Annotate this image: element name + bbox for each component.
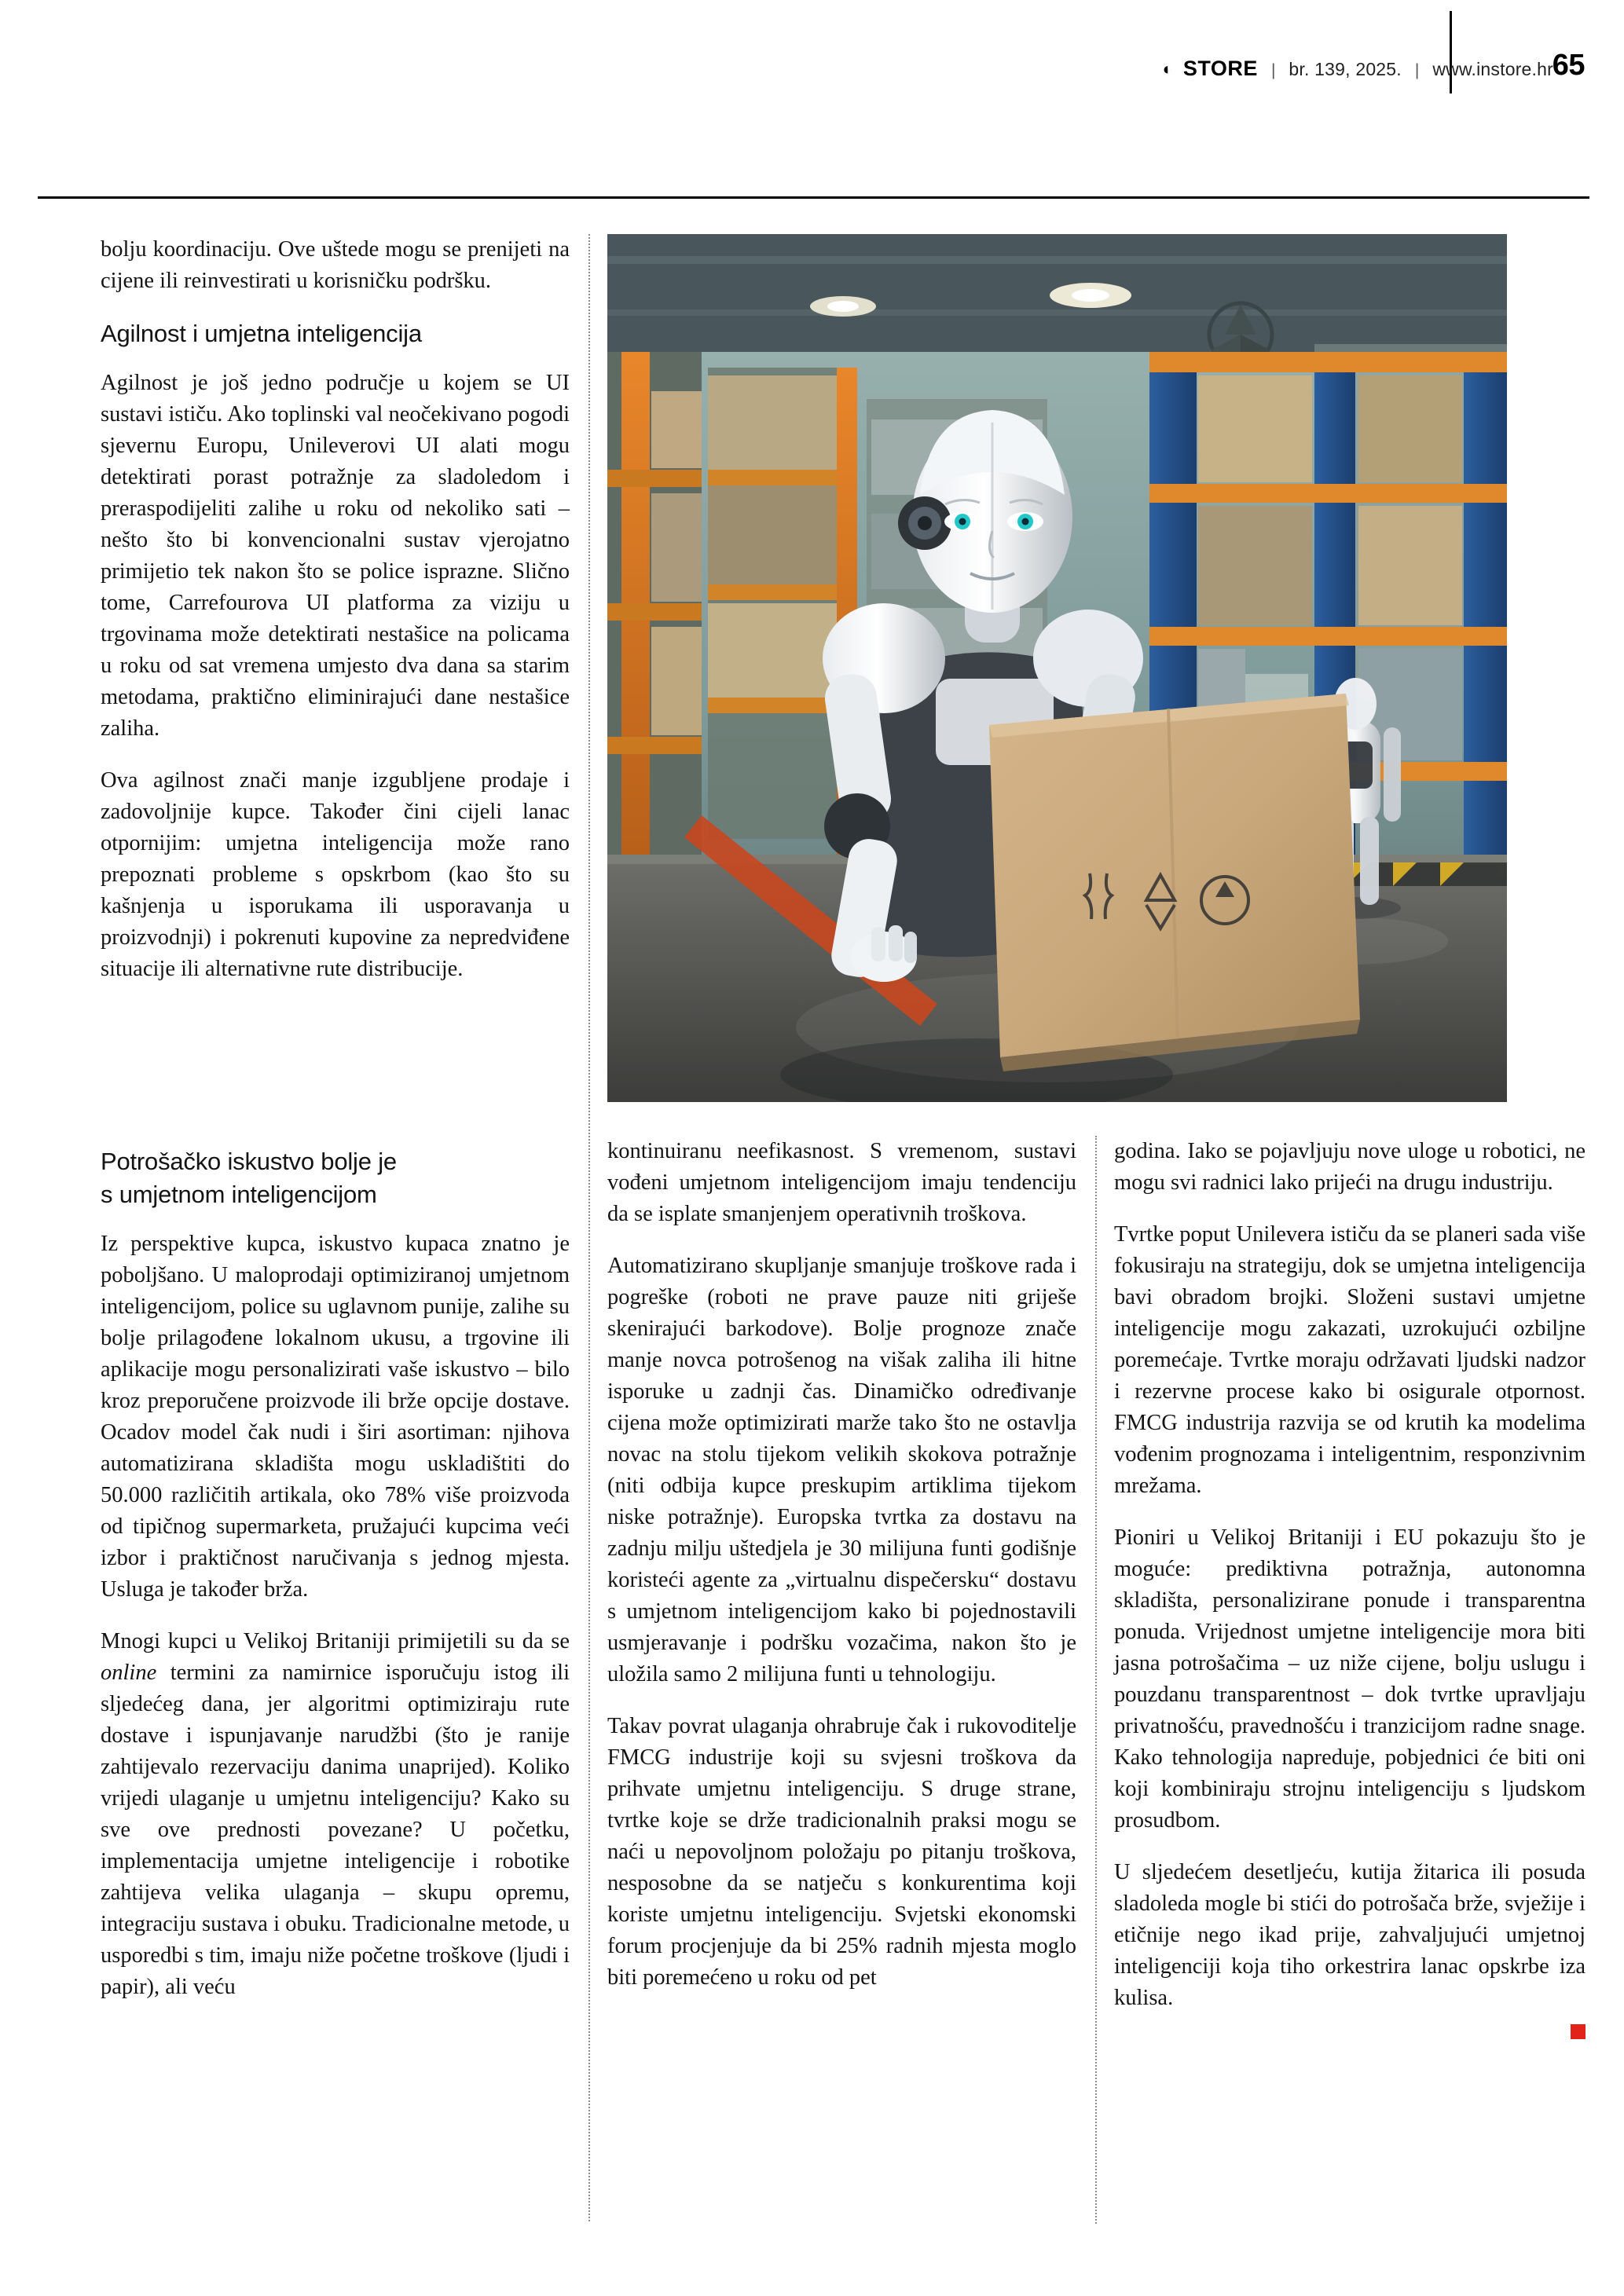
page-number: 65	[1552, 49, 1585, 82]
paragraph: Pioniri u Velikoj Britaniji i EU pokazuju što je moguće: prediktivna potražnja, autonomna skladišta, personalizirane ponude i transparentna ponuda. Vrijednost umjetne inteligencije mora biti jasna potrošačima – uz niže cijene, bolju uslugu i pouzdanu transparentnost – dok tvrtke upravljaju privatnošću, pravednošću i tranzicijom radne snage. Kako tehnologija napreduje, pobjednici će biti oni koji kombiniraju strojnu inteligenciju s ljudskom prosudbom.	[1114, 1525, 1586, 1833]
header-vertical-rule	[1450, 11, 1452, 93]
warehouse-robot-illustration	[607, 234, 1507, 1102]
section-heading-consumer-experience	[101, 1145, 570, 1211]
column-3	[1114, 1136, 1586, 2034]
paragraph	[101, 1626, 570, 2003]
store-logo-icon: ◐	[1162, 59, 1172, 79]
paragraph-segment: termini za namirnice isporučuju istog ili sljedećeg dana, jer algoritmi optimiziraju rute dostave i ispunjavanje narudžbi (što je ranije zahtijevalo rezervaciju danima unaprijed). Koliko vrijedi ulaganje u umjetnu inteligenciju? Kako su sve ove prednosti povezane? U početku, implementacija umjetne inteligencije i robotike zahtijeva velika ulaganja – skupu opremu, integraciju sustava i obuku. Tradicionalne metode, u usporedbi s tim, imaju niže početne troškove (ljudi i papir), ali veću	[101, 1661, 570, 1999]
header-horizontal-rule	[38, 196, 1589, 199]
end-of-article-marker	[1571, 2024, 1586, 2039]
column-2	[607, 1136, 1076, 1994]
paragraph: U sljedećem desetljeću, kutija žitarica ili posuda sladoleda mogle bi stići do potrošača brže, svježije i etičnije nego ikad prije, zahvaljujući umjetnoj inteligenciji koja tiho orkestrira lanac opskrbe iza kulisa.	[1114, 1860, 1586, 2010]
section-heading-agility: Agilnost i umjetna inteligencija	[101, 320, 422, 347]
brand-name: STORE	[1182, 57, 1258, 80]
header-separator-1: |	[1270, 61, 1276, 79]
article-photo	[607, 234, 1507, 1102]
website-label: www.instore.hr	[1432, 59, 1553, 79]
paragraph: Tvrtke poput Unilevera ističu da se planeri sada više fokusiraju na strategiju, dok se umjetna inteligencija bavi obradom brojki. Složeni sustavi umjetne inteligencije mogu zakazati, uzrokujući ozbiljne poremećaje. Tvrtke moraju održavati ljudski nadzor i rezervne procese kako bi osigurale otpornost. FMCG industrija razvija se od krutih ka modelima vođenim prognozama i inteligentnim, responzivnim mrežama.	[1114, 1222, 1586, 1498]
paragraph: Iz perspektive kupca, iskustvo kupaca znatno je poboljšano. U maloprodaji optimiziranoj umjetnom inteligencijom, police su uglavnom punije, zalihe su bolje prilagođene lokalnom ukusu, a trgovine ili aplikacije mogu personalizirati vaše iskustvo – bilo kroz preporučene proizvode ili brže opcije dostave. Ocadov model čak nudi i širi asortiman: njihova automatizirana skladišta mogu uskladištiti do 50.000 različitih artikala, oko 78% više proizvoda od tipičnog supermarketa, pružajući kupcima veći izbor i praktičnost naručivanja s jednog mjesta. Usluga je također brža.	[101, 1232, 570, 1602]
paragraph: godina. Iako se pojavljuju nove uloge u robotici, ne mogu svi radnici lako prijeći na drugu industriju.	[1114, 1139, 1586, 1195]
paragraph-segment: Mnogi kupci u Velikoj Britaniji primijetili su da se	[101, 1629, 570, 1653]
paragraph: Takav povrat ulaganja ohrabruje čak i rukovoditelje FMCG industrije koji su svjesni troškova da prihvate umjetnu inteligenciju. S druge strane, tvrtke koje se drže tradicionalnih praksi mogu se naći u nepovoljnom položaju po pitanju troškova, nesposobne da se natječu s konkurentima koji koriste umjetnu inteligenciju. Svjetski ekonomski forum procjenjuje da bi 25% radnih mjesta moglo biti poremećeno u roku od pet	[607, 1714, 1076, 1990]
paragraph: Ova agilnost znači manje izgubljene prodaje i zadovoljnije kupce. Također čini cijeli lanac otpornijim: umjetna inteligencija može rano prepoznati probleme s opskrbom (kao što su kašnjenja u isporukama ili usporavanja u proizvodnji) i pokrenuti kupovine za nepredviđene situacije ili alternativne rute distribucije.	[101, 768, 570, 981]
bottom-zone	[101, 1136, 1586, 2224]
article-body	[101, 234, 1586, 2221]
issue-label: br. 139, 2025.	[1289, 59, 1402, 79]
page-header	[0, 0, 1624, 118]
paragraph: bolju koordinaciju. Ove uštede mogu se prenijeti na cijene ili reinvestirati u korisničku podršku.	[101, 237, 570, 293]
paragraph: kontinuiranu neefikasnost. S vremenom, sustavi vođeni umjetnom inteligencijom imaju tendenciju da se isplate smanjenjem operativnih troškova.	[607, 1139, 1076, 1226]
column-1	[101, 1136, 570, 2003]
paragraph: Agilnost je još jedno područje u kojem se UI sustavi ističu. Ako toplinski val neočekivano pogodi sjevernu Europu, Unileverovi UI alati mogu detektirati porast potražnje za sladoledom i preraspodijeliti zalihe u roku od nekoliko sati – nešto što bi konvencionalni sustav vjerojatno primijetio tek nakon što se police isprazne. Slično tome, Carrefourova UI platforma za viziju u trgovinama može detektirati nestašice na policama u roku od sat vremena umjesto dva dana sa starim metodama, praktično eliminirajući dane nestašice zaliha.	[101, 371, 570, 741]
emphasis-online: online	[101, 1661, 157, 1685]
heading-line-2: s umjetnom inteligencijom	[101, 1181, 377, 1208]
column-left-top	[101, 234, 570, 985]
header-masthead	[1163, 57, 1553, 81]
heading-line-1: Potrošačko iskustvo bolje je	[101, 1148, 397, 1175]
top-zone	[101, 234, 1507, 1102]
paragraph: Automatizirano skupljanje smanjuje troškove rada i pogreške (roboti ne prave pauze niti griješe skenirajući barkodove). Bolje prognoze znače manje novca potrošenog na višak zaliha ili hitne isporuke u zadnji čas. Dinamičko određivanje cijena može optimizirati marže tako što ne ostavlja novac na stolu tijekom velikih skokova potražnje (niti odbija kupce preskupim artiklima tijekom niske potražnje). Europska tvrtka za dostavu na zadnju milju uštedjela je 30 milijuna funti godišnje koristeći agente za „virtualnu dispečersku“ dostavu s umjetnom inteligencijom kako bi pojednostavili usmjeravanje i podršku vozačima, nakon što je uložila samo 2 milijuna funti u tehnologiju.	[607, 1254, 1076, 1686]
header-separator-2: |	[1414, 61, 1420, 79]
